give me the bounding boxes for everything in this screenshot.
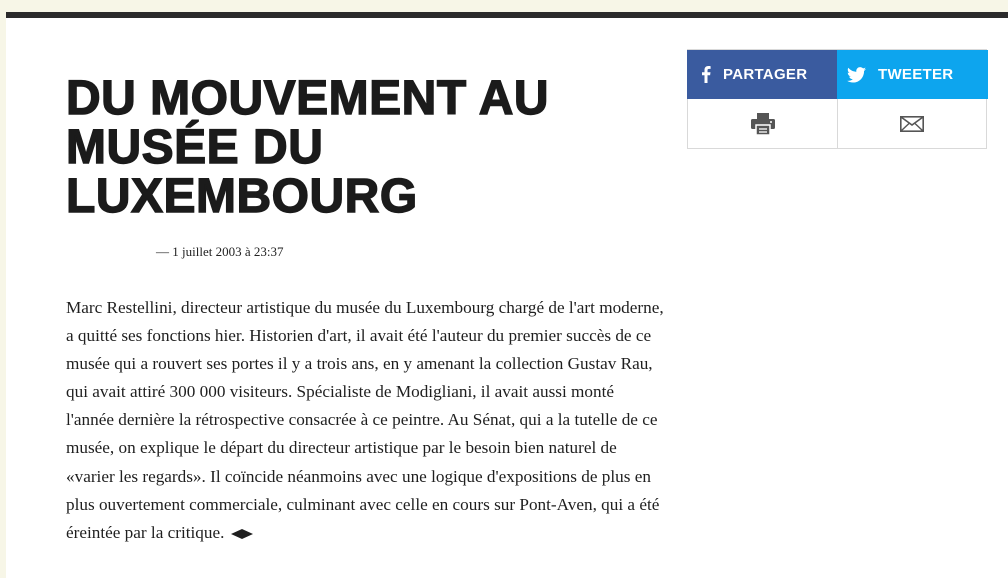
twitter-share-button[interactable] (837, 50, 988, 99)
print-button[interactable] (688, 99, 838, 149)
share-box (687, 49, 987, 149)
end-of-article-icon (231, 529, 253, 539)
twitter-icon (847, 67, 866, 83)
mail-icon (900, 116, 924, 132)
article-date: — 1 juillet 2003 à 23:37 (156, 244, 284, 259)
facebook-share-label: PARTAGER (723, 66, 808, 83)
print-icon (750, 112, 776, 136)
facebook-share-button[interactable] (687, 50, 837, 99)
article-page (6, 18, 1008, 578)
email-button[interactable] (837, 99, 986, 149)
article-body-text: Marc Restellini, directeur artistique du musée du Luxembourg chargé de l'art moderne, a quitté ses fonctions hier. Historien d'art, il avait été l'auteur du premier succès de ce musée qui a rouvert ses portes il y a trois ans, en y amenant la collection Gustav Rau, qui avait attiré 300 000 visiteurs. Spécialiste de Modigliani, il avait aussi monté l'année dernière la rétrospective consacrée à ce peintre. Au Sénat, qui a la tutelle de ce musée, on explique le départ du directeur artistique par le besoin bien naturel de «varier les regards». Il coïncide néanmoins avec une logique d'expositions de plus en plus ouvertement commerciale, culminant avec celle en cours sur Pont-Aven, qui a été éreintée par la critique. (66, 298, 664, 542)
twitter-share-label: TWEETER (878, 66, 954, 83)
facebook-icon (701, 66, 711, 83)
article-title: DU MOUVEMENT AU MUSÉE DU LUXEMBOURG (66, 72, 550, 223)
article-body (66, 294, 666, 547)
